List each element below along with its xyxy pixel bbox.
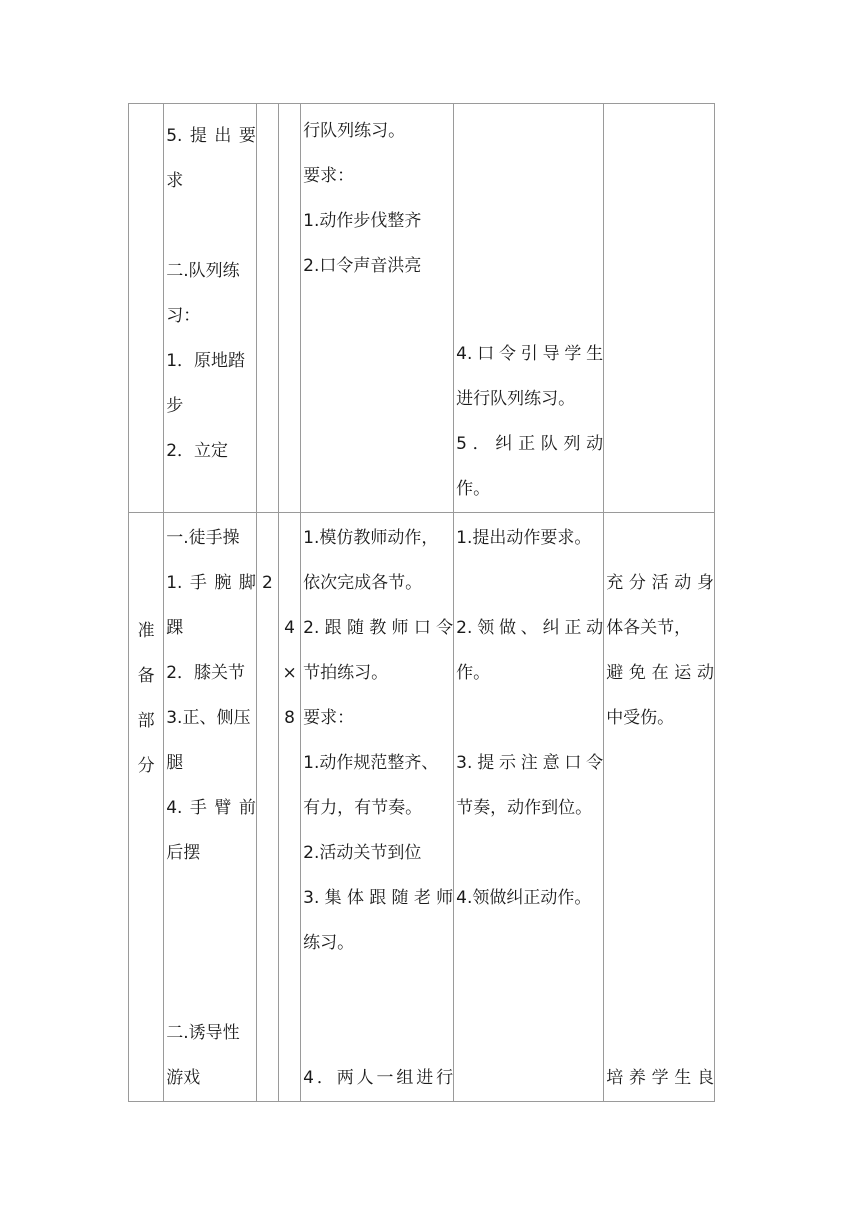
part-char: 部 — [137, 711, 155, 731]
part-char: 分 — [137, 756, 155, 776]
reps-char: 4 — [284, 618, 295, 638]
organization-line: 4．两人一组进行 — [303, 1068, 454, 1088]
content-line: 1.手腕脚 — [166, 573, 256, 593]
teacher-cell — [454, 513, 604, 1102]
organization-line: 练习。 — [303, 933, 355, 953]
content-line: 2．立定 — [166, 441, 229, 461]
content-line: 求 — [166, 171, 184, 191]
content-line: 后摆 — [166, 843, 201, 863]
content-line: 3.正、侧压 — [166, 708, 251, 728]
part-cell — [129, 513, 164, 1102]
part-char: 准 — [137, 621, 155, 641]
organization-line: 行队列练习。 — [303, 121, 406, 141]
content-line: 4.手臂前 — [166, 798, 256, 818]
teacher-line: 3.提示注意口令 — [456, 753, 604, 773]
times-cell — [256, 104, 278, 513]
content-line: 5.提出要 — [166, 126, 256, 146]
purpose-line: 培养学生良 — [606, 1068, 714, 1088]
times-cell — [256, 513, 278, 1102]
content-line: 2．膝关节 — [166, 663, 246, 683]
content-cell — [164, 104, 257, 513]
purpose-line: 中受伤。 — [606, 708, 675, 728]
content-line: 步 — [166, 396, 184, 416]
organization-line: 1.模仿教师动作， — [303, 528, 439, 548]
content-line: 习： — [166, 306, 201, 326]
organization-line: 1.动作步伐整齐 — [303, 211, 422, 231]
content-line: 二.诱导性 — [166, 1023, 240, 1043]
reps-char: × — [282, 663, 297, 683]
organization-line: 2.跟随教师口令 — [303, 618, 454, 638]
organization-cell — [301, 513, 454, 1102]
table-row — [129, 104, 715, 513]
organization-line: 节拍练习。 — [303, 663, 389, 683]
organization-line: 2.口令声音洪亮 — [303, 256, 422, 276]
teacher-line: 5．纠正队列动 — [456, 434, 604, 454]
purpose-line: 体各关节， — [606, 618, 692, 638]
teacher-line: 作。 — [456, 479, 491, 499]
reps-cell — [279, 104, 301, 513]
teacher-line: 2.领做、纠正动 — [456, 618, 604, 638]
content-line: 一.徒手操 — [166, 528, 240, 548]
content-line: 游戏 — [166, 1068, 201, 1088]
organization-cell — [301, 104, 454, 513]
part-cell — [129, 104, 164, 513]
table-row — [129, 513, 715, 1102]
organization-line: 2.活动关节到位 — [303, 843, 422, 863]
content-line: 踝 — [166, 618, 184, 638]
teacher-line: 进行队列练习。 — [456, 389, 576, 409]
teacher-line: 节奏，动作到位。 — [456, 798, 593, 818]
organization-line: 要求： — [303, 708, 355, 728]
content-line: 腿 — [166, 753, 184, 773]
teacher-line: 4.领做纠正动作。 — [456, 888, 592, 908]
organization-line: 要求： — [303, 166, 355, 186]
part-char: 备 — [137, 666, 155, 686]
organization-line: 3.集体跟随老师 — [303, 888, 454, 908]
content-line: 1．原地踏 — [166, 351, 246, 371]
purpose-cell — [604, 513, 715, 1102]
purpose-line: 避免在运动 — [606, 663, 714, 683]
organization-line: 1.动作规范整齐、 — [303, 753, 439, 773]
purpose-line: 充分活动身 — [606, 573, 714, 593]
reps-cell — [279, 513, 301, 1102]
organization-line: 依次完成各节。 — [303, 573, 423, 593]
content-line: 二.队列练 — [166, 261, 240, 281]
teacher-line: 1.提出动作要求。 — [456, 528, 592, 548]
teacher-line: 4.口令引导学生 — [456, 344, 604, 364]
organization-line: 有力，有节奏。 — [303, 798, 423, 818]
content-cell — [164, 513, 257, 1102]
teacher-cell — [454, 104, 604, 513]
teacher-line: 作。 — [456, 663, 491, 683]
times-value: 2 — [262, 573, 273, 593]
purpose-cell — [604, 104, 715, 513]
lesson-plan-table — [128, 103, 715, 1102]
reps-char: 8 — [284, 708, 295, 728]
